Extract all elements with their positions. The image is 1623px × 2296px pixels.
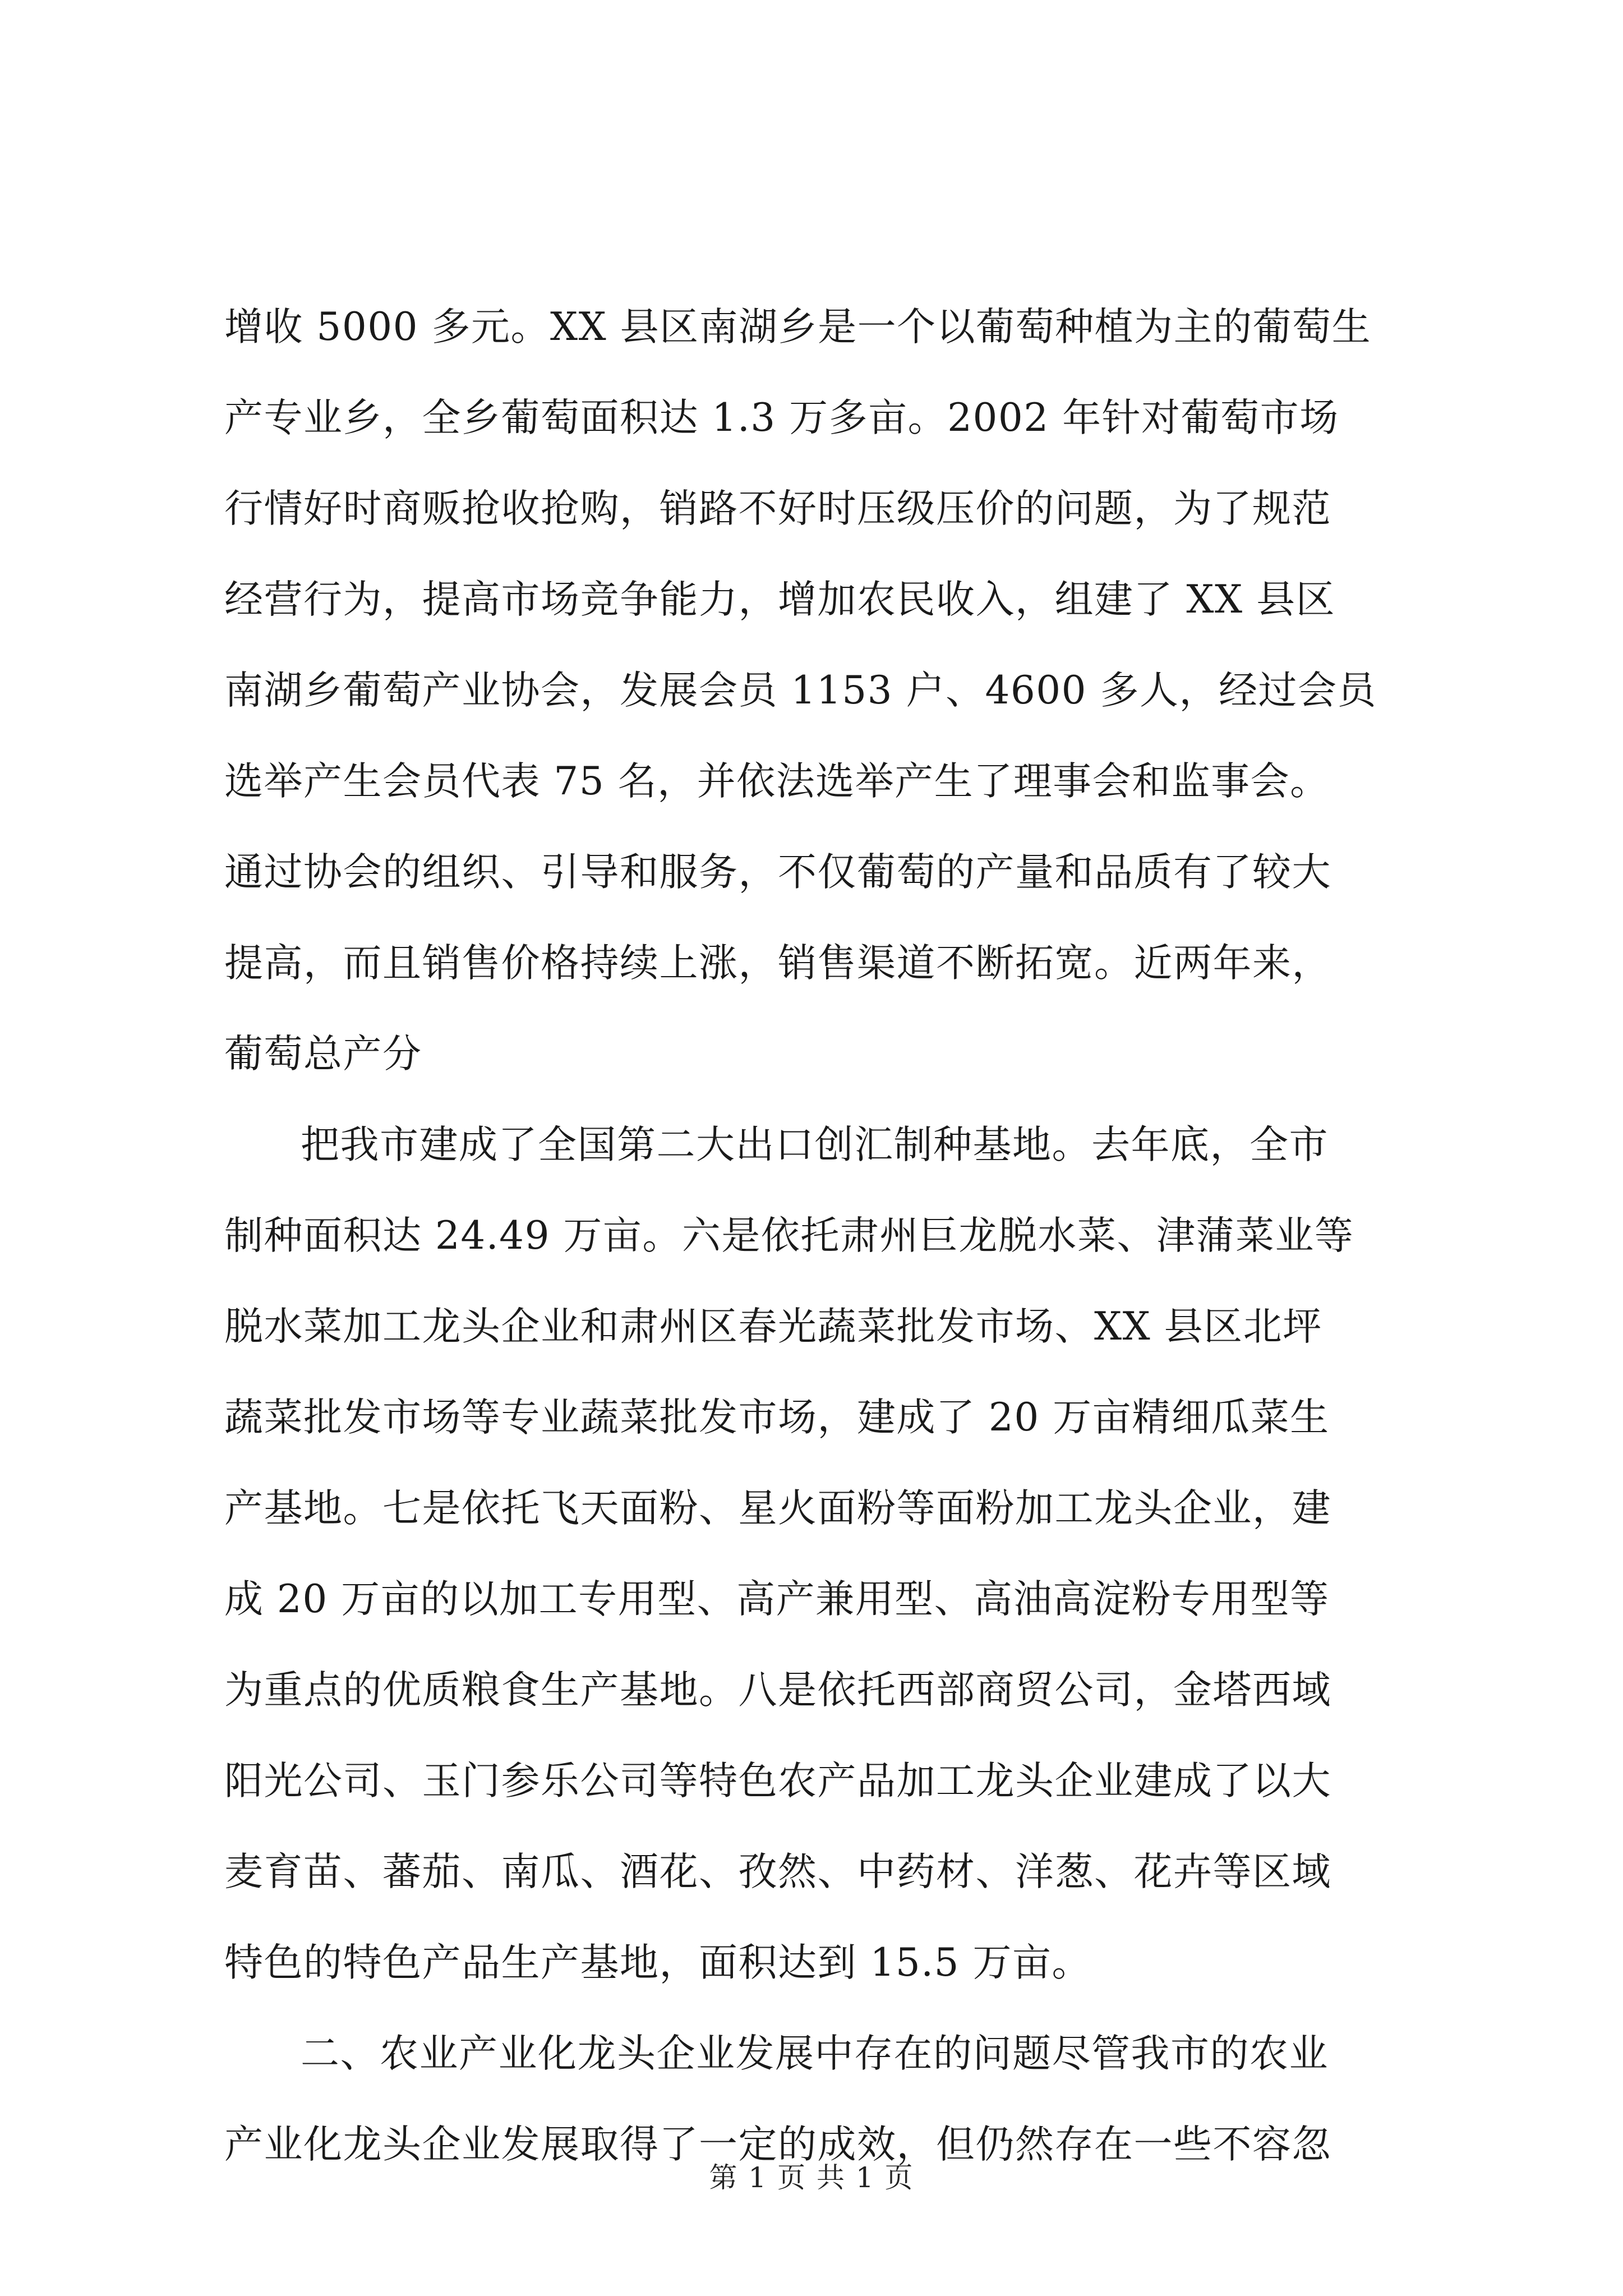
text-line: 为重点的优质粮食生产基地。八是依托西部商贸公司，金塔西域 bbox=[224, 1668, 1331, 1713]
text-line: 蔬菜批发市场等专业蔬菜批发市场，建成了 20 万亩精细瓜菜生 bbox=[224, 1395, 1330, 1440]
text-line: 二、农业产业化龙头企业发展中存在的问题尽管我市的农业 bbox=[301, 2031, 1329, 2076]
text-line: 制种面积达 24.49 万亩。六是依托肃州巨龙脱水菜、津蒲菜业等 bbox=[224, 1213, 1354, 1258]
text-line: 行情好时商贩抢收抢购，销路不好时压级压价的问题，为了规范 bbox=[224, 486, 1331, 531]
text-line: 产业化龙头企业发展取得了一定的成效，但仍然存在一些不容忽 bbox=[224, 2122, 1331, 2167]
text-line: 选举产生会员代表 75 名，并依法选举产生了理事会和监事会。 bbox=[224, 759, 1330, 804]
text-line: 特色的特色产品生产基地，面积达到 15.5 万亩。 bbox=[224, 1940, 1091, 1985]
text-line: 把我市建成了全国第二大出口创汇制种基地。去年底，全市 bbox=[301, 1122, 1329, 1167]
text-line: 南湖乡葡萄产业协会，发展会员 1153 户、4600 多人，经过会员 bbox=[224, 668, 1377, 713]
text-line: 增收 5000 多元。XX 县区南湖乡是一个以葡萄种植为主的葡萄生 bbox=[224, 305, 1372, 349]
text-line: 产基地。七是依托飞天面粉、星火面粉等面粉加工龙头企业，建 bbox=[224, 1486, 1331, 1531]
text-line: 麦育苗、蕃茄、南瓜、酒花、孜然、中药材、洋葱、花卉等区域 bbox=[224, 1849, 1331, 1894]
paragraph bbox=[224, 282, 1419, 1099]
text-line: 经营行为，提高市场竞争能力，增加农民收入，组建了 XX 县区 bbox=[224, 577, 1336, 622]
text-line: 提高，而且销售价格持续上涨，销售渠道不断拓宽。近两年来， bbox=[224, 941, 1331, 986]
page-number-label: 第 1 页 共 1 页 bbox=[709, 2161, 914, 2194]
text-line: 成 20 万亩的以加工专用型、高产兼用型、高油高淀粉专用型等 bbox=[224, 1577, 1330, 1622]
page-footer bbox=[0, 2161, 1623, 2194]
text-line: 阳光公司、玉门参乐公司等特色农产品加工龙头企业建成了以大 bbox=[224, 1759, 1331, 1803]
text-line: 脱水菜加工龙头企业和肃州区春光蔬菜批发市场、XX 县区北坪 bbox=[224, 1304, 1322, 1349]
text-line: 葡萄总产分 bbox=[224, 1032, 422, 1076]
paragraph bbox=[224, 1099, 1419, 2008]
document-body bbox=[224, 282, 1419, 2190]
text-line: 通过协会的组织、引导和服务，不仅葡萄的产量和品质有了较大 bbox=[224, 850, 1331, 895]
text-line: 产专业乡，全乡葡萄面积达 1.3 万多亩。2002 年针对葡萄市场 bbox=[224, 395, 1339, 440]
